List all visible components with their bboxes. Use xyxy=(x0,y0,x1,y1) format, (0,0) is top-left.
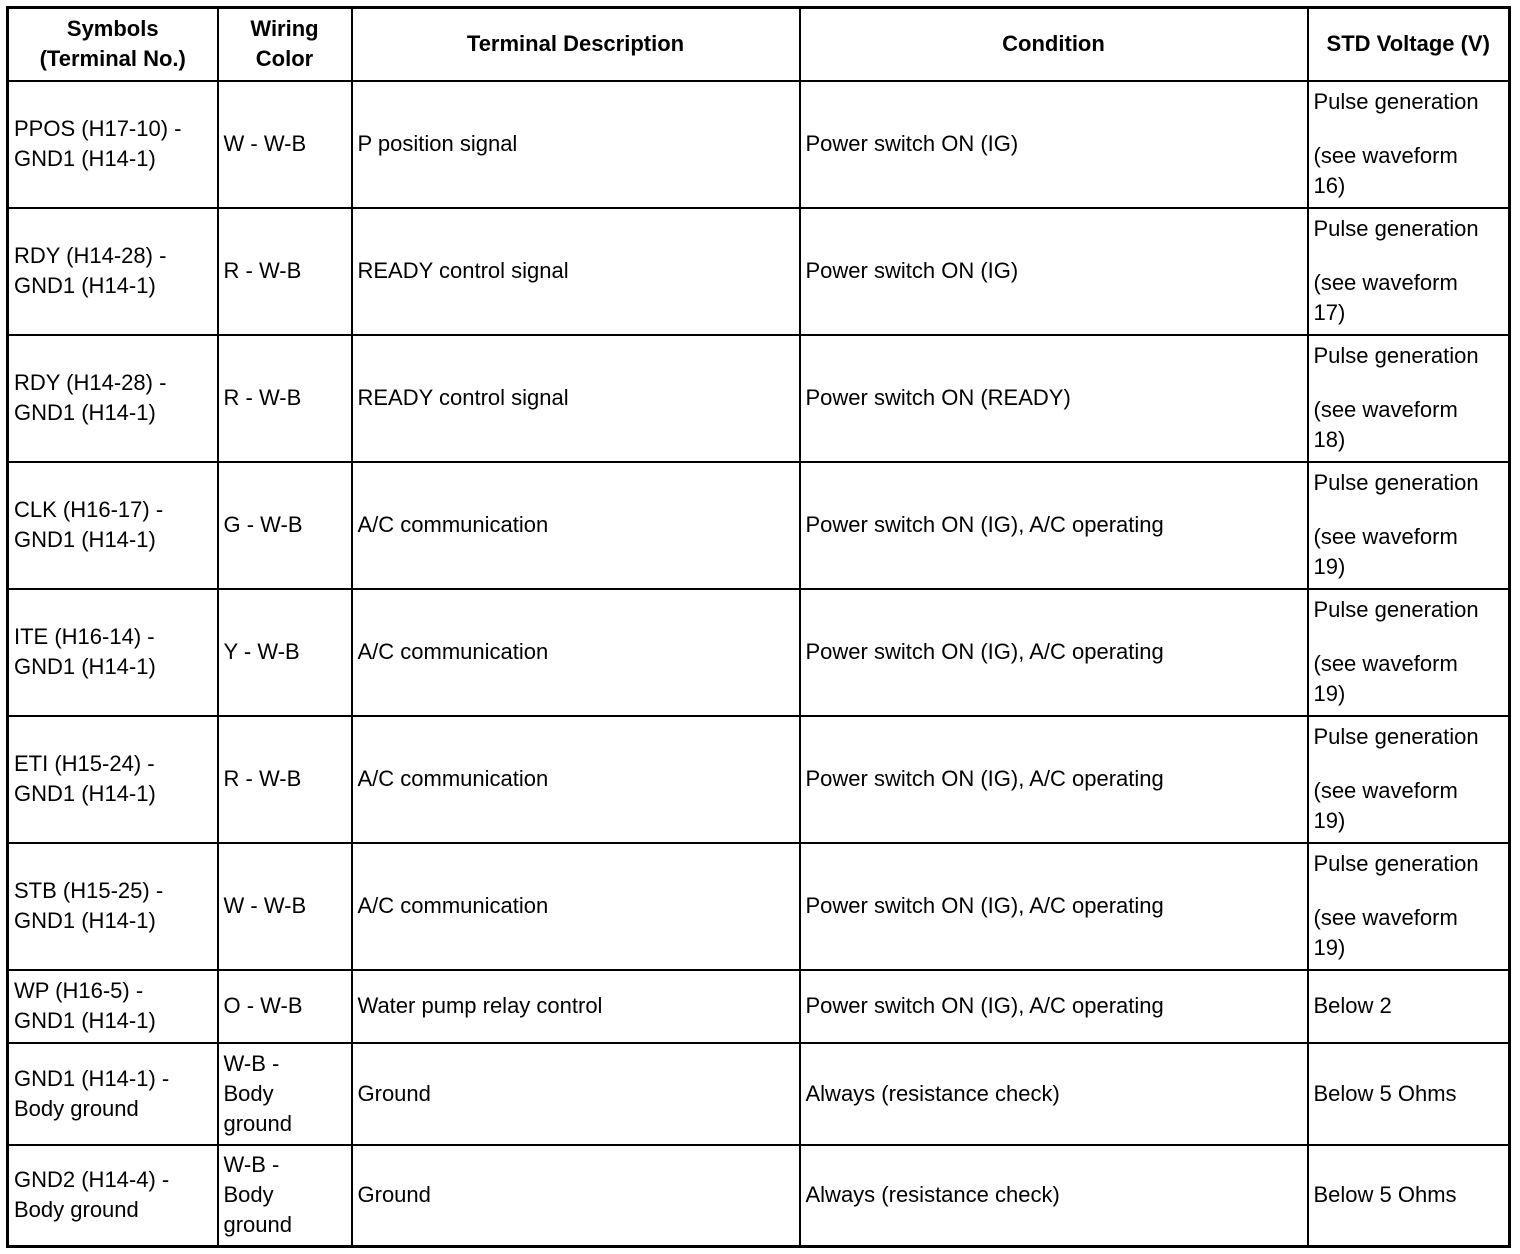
header-text: Symbols xyxy=(66,16,159,42)
symbol-cell xyxy=(8,462,218,589)
std-voltage-cell xyxy=(1308,1043,1510,1145)
table-row xyxy=(8,589,1510,716)
terminal-table-container xyxy=(6,6,1508,1248)
header-text: Condition xyxy=(1002,31,1105,57)
cell-text: 16) xyxy=(1313,173,1346,198)
cell-text: W - W-B xyxy=(223,131,307,156)
cell-text: Below 2 xyxy=(1313,993,1392,1018)
cell-text: Pulse generation xyxy=(1313,724,1479,749)
cell-text: ground xyxy=(223,1110,293,1136)
cell-text: O - W-B xyxy=(223,993,303,1018)
cell-text: (see waveform xyxy=(1313,651,1458,676)
condition-cell: Power switch ON (IG) xyxy=(800,208,1308,335)
symbol-cell xyxy=(8,335,218,462)
cell-text: 18) xyxy=(1313,427,1346,452)
header-text: STD Voltage (V) xyxy=(1326,31,1490,57)
table-row xyxy=(8,716,1510,843)
description-cell: P position signal xyxy=(352,81,800,208)
std-voltage-cell xyxy=(1308,970,1510,1043)
symbol-cell xyxy=(8,208,218,335)
header-text: (Terminal No.) xyxy=(39,46,186,72)
cell-text: (see waveform xyxy=(1313,524,1458,549)
symbol-cell xyxy=(8,589,218,716)
symbol-cell xyxy=(8,970,218,1043)
cell-text: GND1 (H14-1) xyxy=(14,400,156,425)
condition-cell: Power switch ON (IG), A/C operating xyxy=(800,970,1308,1043)
cell-text: Pulse generation xyxy=(1313,851,1479,876)
table-row xyxy=(8,970,1510,1043)
cell-text: GND1 (H14-1) xyxy=(14,1008,156,1033)
cell-text: PPOS (H17-10) - xyxy=(14,116,182,141)
line-gap xyxy=(1314,752,1504,776)
std-voltage-cell xyxy=(1308,462,1510,589)
symbol-cell xyxy=(8,1145,218,1247)
cell-text: R - W-B xyxy=(223,385,302,410)
cell-text: GND1 (H14-1) xyxy=(14,908,156,933)
line-gap xyxy=(1314,498,1504,522)
cell-text: GND1 (H14-1) xyxy=(14,273,156,298)
line-gap xyxy=(1314,117,1504,141)
std-voltage-cell xyxy=(1308,208,1510,335)
cell-text: Pulse generation xyxy=(1313,343,1479,368)
cell-text: Body xyxy=(223,1080,274,1106)
cell-text: 17) xyxy=(1313,300,1346,325)
cell-text: W-B - xyxy=(223,1152,280,1178)
header-terminal-description xyxy=(352,8,800,81)
cell-text: Pulse generation xyxy=(1313,89,1479,114)
std-voltage-cell xyxy=(1308,843,1510,970)
condition-cell: Always (resistance check) xyxy=(800,1043,1308,1145)
symbol-cell xyxy=(8,843,218,970)
table-row xyxy=(8,335,1510,462)
wiring-color-cell xyxy=(218,716,352,843)
cell-text: Body ground xyxy=(14,1197,139,1223)
table-row xyxy=(8,208,1510,335)
std-voltage-cell xyxy=(1308,335,1510,462)
condition-cell: Power switch ON (IG), A/C operating xyxy=(800,716,1308,843)
symbol-cell xyxy=(8,81,218,208)
cell-text: Y - W-B xyxy=(223,639,300,664)
line-gap xyxy=(1314,625,1504,649)
symbol-cell xyxy=(8,716,218,843)
description-cell: A/C communication xyxy=(352,589,800,716)
table-row xyxy=(8,81,1510,208)
description-cell: A/C communication xyxy=(352,843,800,970)
cell-text: 19) xyxy=(1313,681,1346,706)
cell-text: STB (H15-25) - xyxy=(14,878,164,903)
condition-cell: Power switch ON (READY) xyxy=(800,335,1308,462)
cell-text: ground xyxy=(223,1212,293,1238)
std-voltage-cell xyxy=(1308,81,1510,208)
table-row xyxy=(8,1145,1510,1247)
wiring-color-cell xyxy=(218,208,352,335)
cell-text: R - W-B xyxy=(223,258,302,283)
cell-text: (see waveform xyxy=(1313,778,1458,803)
cell-text: GND1 (H14-1) - xyxy=(14,1065,170,1091)
cell-text: Body ground xyxy=(14,1095,139,1121)
cell-text: (see waveform xyxy=(1313,397,1458,422)
cell-text: W - W-B xyxy=(223,893,307,918)
description-cell: A/C communication xyxy=(352,716,800,843)
description-cell: A/C communication xyxy=(352,462,800,589)
description-cell: Water pump relay control xyxy=(352,970,800,1043)
cell-text: 19) xyxy=(1313,554,1346,579)
wiring-color-cell xyxy=(218,1043,352,1145)
condition-cell: Power switch ON (IG), A/C operating xyxy=(800,589,1308,716)
wiring-color-cell xyxy=(218,843,352,970)
cell-text: G - W-B xyxy=(223,512,303,537)
cell-text: Below 5 Ohms xyxy=(1313,1080,1457,1106)
cell-text: ITE (H16-14) - xyxy=(14,624,155,649)
wiring-color-cell xyxy=(218,335,352,462)
cell-text: CLK (H16-17) - xyxy=(14,497,164,522)
header-text: Color xyxy=(255,46,314,72)
condition-cell: Power switch ON (IG), A/C operating xyxy=(800,462,1308,589)
cell-text: W-B - xyxy=(223,1050,280,1076)
cell-text: GND1 (H14-1) xyxy=(14,146,156,171)
std-voltage-cell xyxy=(1308,716,1510,843)
table-row xyxy=(8,1043,1510,1145)
cell-text: 19) xyxy=(1313,808,1346,833)
cell-text: GND1 (H14-1) xyxy=(14,527,156,552)
wiring-color-cell xyxy=(218,81,352,208)
description-cell: READY control signal xyxy=(352,208,800,335)
wiring-color-cell xyxy=(218,462,352,589)
description-cell: Ground xyxy=(352,1145,800,1247)
condition-cell: Power switch ON (IG), A/C operating xyxy=(800,843,1308,970)
wiring-color-cell xyxy=(218,589,352,716)
cell-text: GND1 (H14-1) xyxy=(14,654,156,679)
description-cell: Ground xyxy=(352,1043,800,1145)
cell-text: WP (H16-5) - xyxy=(14,978,144,1003)
cell-text: GND1 (H14-1) xyxy=(14,781,156,806)
std-voltage-cell xyxy=(1308,1145,1510,1247)
cell-text: Below 5 Ohms xyxy=(1313,1182,1457,1208)
line-gap xyxy=(1314,879,1504,903)
header-std-voltage xyxy=(1308,8,1510,81)
table-row xyxy=(8,843,1510,970)
header-text: Terminal Description xyxy=(466,31,685,57)
table-row xyxy=(8,462,1510,589)
cell-text: (see waveform xyxy=(1313,270,1458,295)
line-gap xyxy=(1314,371,1504,395)
cell-text: 19) xyxy=(1313,935,1346,960)
line-gap xyxy=(1314,244,1504,268)
cell-text: (see waveform xyxy=(1313,143,1458,168)
description-cell: READY control signal xyxy=(352,335,800,462)
condition-cell: Power switch ON (IG) xyxy=(800,81,1308,208)
terminal-voltage-table xyxy=(6,6,1511,1248)
header-wiring-color xyxy=(218,8,352,81)
std-voltage-cell xyxy=(1308,589,1510,716)
condition-cell: Always (resistance check) xyxy=(800,1145,1308,1247)
header-text: Wiring xyxy=(250,16,319,42)
table-header-row xyxy=(8,8,1510,81)
cell-text: Pulse generation xyxy=(1313,216,1479,241)
cell-text: GND2 (H14-4) - xyxy=(14,1167,170,1193)
cell-text: R - W-B xyxy=(223,766,302,791)
cell-text: ETI (H15-24) - xyxy=(14,751,155,776)
cell-text: RDY (H14-28) - xyxy=(14,243,167,268)
cell-text: Pulse generation xyxy=(1313,597,1479,622)
symbol-cell xyxy=(8,1043,218,1145)
header-symbols xyxy=(8,8,218,81)
wiring-color-cell xyxy=(218,1145,352,1247)
cell-text: (see waveform xyxy=(1313,905,1458,930)
cell-text: Pulse generation xyxy=(1313,470,1479,495)
cell-text: RDY (H14-28) - xyxy=(14,370,167,395)
cell-text: Body xyxy=(223,1182,274,1208)
wiring-color-cell xyxy=(218,970,352,1043)
header-condition xyxy=(800,8,1308,81)
